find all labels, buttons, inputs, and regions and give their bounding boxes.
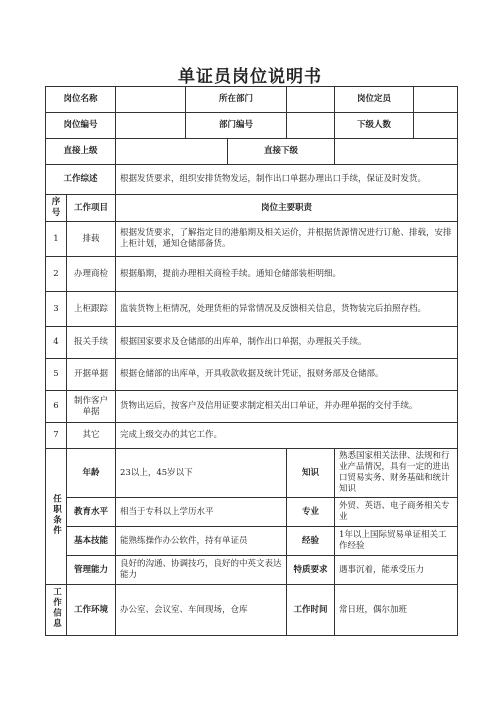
header-row-3 — [46, 139, 458, 165]
duty-seq: 6 — [46, 391, 67, 423]
seq-header: 序号 — [46, 195, 67, 222]
major-label: 专业 — [287, 498, 335, 527]
document-title: 单证员岗位说明书 — [178, 67, 322, 87]
position-grade-value — [414, 87, 458, 113]
duty-item: 其它 — [67, 423, 116, 449]
duty-seq: 3 — [46, 292, 67, 327]
knowledge-value: 熟悉国家相关法律、法规和行业产品情况，具有一定的进出口贸易实务、财务基础和统计知识 — [335, 449, 458, 498]
qualification-row-management — [46, 556, 458, 585]
qualifications-section-label: 任职条件 — [51, 493, 62, 536]
duty-row — [46, 423, 458, 449]
header-row-1 — [46, 87, 458, 113]
knowledge-label: 知识 — [287, 449, 335, 498]
education-label: 教育水平 — [67, 498, 116, 527]
duty-text: 完成上级交办的其它工作。 — [116, 423, 458, 449]
duty-row — [46, 327, 458, 359]
environment-value: 办公室、会议室、车间现场，仓库 — [116, 585, 287, 636]
position-name-value — [116, 87, 186, 113]
duty-row — [46, 257, 458, 292]
duty-header: 岗位主要职责 — [116, 195, 458, 222]
duty-seq: 7 — [46, 423, 67, 449]
department-label: 所在部门 — [186, 87, 287, 113]
major-value: 外贸、英语、电子商务相关专业 — [335, 498, 458, 527]
qualifications-section — [46, 449, 67, 585]
qualification-row-education — [46, 498, 458, 527]
duty-item: 办理商检 — [67, 257, 116, 292]
qualification-row-age — [46, 449, 458, 498]
work-info-section — [46, 585, 67, 636]
qualification-row-skills — [46, 527, 458, 556]
skills-label: 基本技能 — [67, 527, 116, 556]
traits-value: 遇事沉着，能承受压力 — [335, 556, 458, 585]
superior-label: 直接上级 — [46, 139, 116, 165]
age-label: 年龄 — [67, 449, 116, 498]
duty-seq: 1 — [46, 222, 67, 257]
environment-label: 工作环境 — [67, 585, 116, 636]
duties-header-row — [46, 195, 458, 222]
position-grade-label: 岗位定员 — [335, 87, 414, 113]
position-name-label: 岗位名称 — [46, 87, 116, 113]
hours-label: 工作时间 — [287, 585, 335, 636]
duty-item: 开据单据 — [67, 359, 116, 391]
subordinates-value — [414, 113, 458, 139]
duty-text: 根据船期，提前办理相关商检手续。通知仓储部装柜明细。 — [116, 257, 458, 292]
position-code-value — [116, 113, 186, 139]
duty-text: 货物出运后，按客户及信用证要求制定相关出口单证，并办理单据的交付手续。 — [116, 391, 458, 423]
header-row-2 — [46, 113, 458, 139]
summary-row — [46, 165, 458, 195]
duty-row — [46, 222, 458, 257]
hours-value: 常日班，偶尔加班 — [335, 585, 458, 636]
duty-row — [46, 292, 458, 327]
duty-text: 根据发货要求，了解指定目的港船期及相关运价，并根据货源情况进行订舱、排载，安排上柜计划，通知仓储部备货。 — [116, 222, 458, 257]
education-value: 相当于专科以上学历水平 — [116, 498, 287, 527]
duty-item: 排载 — [67, 222, 116, 257]
department-code-label: 部门编号 — [186, 113, 287, 139]
duty-item: 上柜跟踪 — [67, 292, 116, 327]
direct-subordinate-value — [335, 139, 458, 165]
duty-text: 根据仓储部的出库单，开具收款收据及统计凭证，报财务部及仓储部。 — [116, 359, 458, 391]
position-code-label: 岗位编号 — [46, 113, 116, 139]
age-value: 23以上，45岁以下 — [116, 449, 287, 498]
duty-row — [46, 359, 458, 391]
subordinates-label: 下级人数 — [335, 113, 414, 139]
traits-label: 特质要求 — [287, 556, 335, 585]
duty-item: 报关手续 — [67, 327, 116, 359]
summary-label: 工作综述 — [46, 165, 116, 195]
duty-seq: 4 — [46, 327, 67, 359]
direct-subordinate-label: 直接下级 — [228, 139, 335, 165]
job-description-table — [45, 86, 458, 636]
management-value: 良好的沟通、协调技巧，良好的中英文表达能力 — [116, 556, 287, 585]
duty-text: 监装货物上柜情况，处理货柜的异常情况及反馈相关信息，货物装完后拍照存档。 — [116, 292, 458, 327]
duty-item: 制作客户单据 — [67, 391, 116, 423]
duty-row — [46, 391, 458, 423]
duty-seq: 2 — [46, 257, 67, 292]
item-header: 工作项目 — [67, 195, 116, 222]
duty-text: 根据国家要求及仓储部的出库单，制作出口单据，办理报关手续。 — [116, 327, 458, 359]
experience-value: 1年以上国际贸易单证相关工作经验 — [335, 527, 458, 556]
department-code-value — [287, 113, 335, 139]
department-value — [287, 87, 335, 113]
management-label: 管理能力 — [67, 556, 116, 585]
experience-label: 经验 — [287, 527, 335, 556]
superior-value — [116, 139, 228, 165]
summary-text: 根据发货要求，组织安排货物发运，制作出口单据办理出口手续，保证及时发货。 — [116, 165, 458, 195]
work-info-row — [46, 585, 458, 636]
duty-seq: 5 — [46, 359, 67, 391]
work-info-section-label: 工作信息 — [51, 587, 62, 629]
skills-value: 能熟练操作办公软件，持有单证员 — [116, 527, 287, 556]
